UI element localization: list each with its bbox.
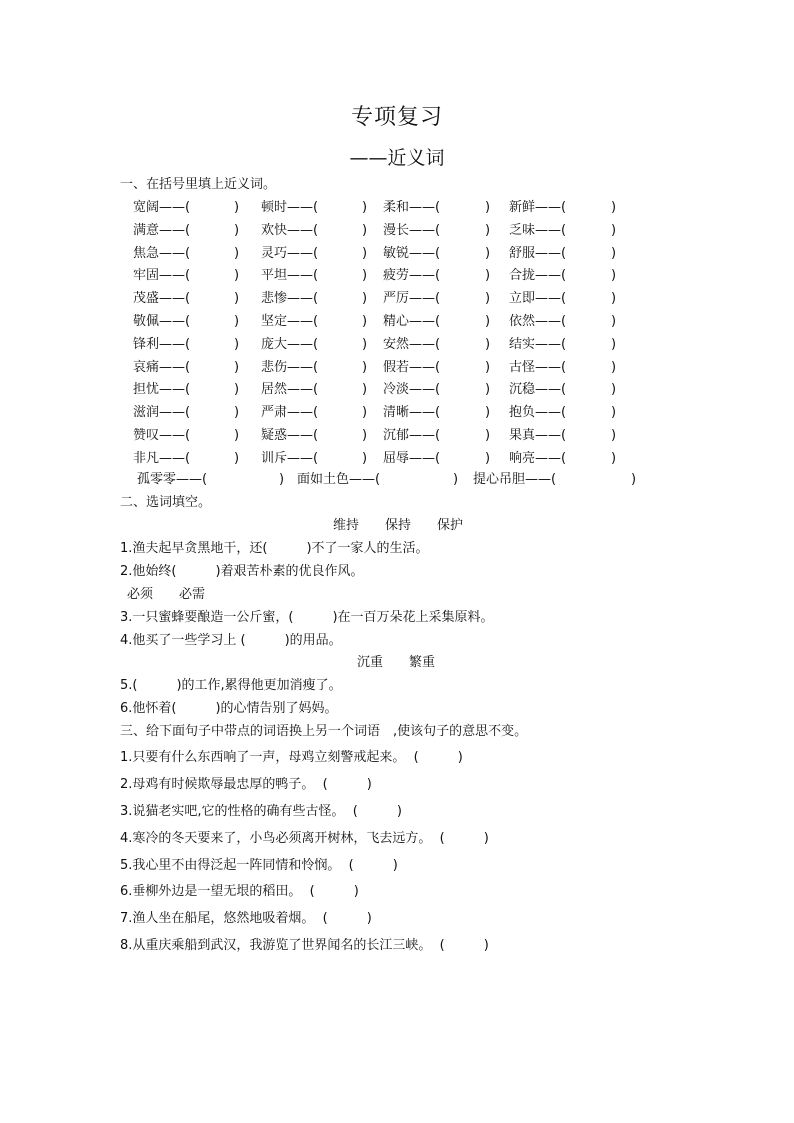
fill-question-5: 5.( )的工作,累得他更加消瘦了。 [120,678,342,693]
replace-item-8: 8.从重庆乘船到武汉，我游览了世界闻名的长江三峡。 ( ) [120,938,489,953]
synonym-word-cell: 抱负——( [509,405,567,420]
synonym-word-cell: 古怪——( [509,360,567,375]
answer-blank-close: ) [485,428,491,443]
synonym-word-cell: 疑惑——( [261,428,319,443]
synonym-word-cell: 严厉——( [383,291,441,306]
synonym-word-cell: 悲伤——( [261,360,319,375]
synonym-word-cell: 假若——( [383,360,441,375]
word-choices-3: 沉重 繁重 [357,655,436,670]
fill-question-4: 4.他买了一些学习上 ( )的用品。 [120,633,342,648]
synonym-word-cell: 居然——( [261,382,319,397]
replace-item-1: 1.只要有什么东西响了一声，母鸡立刻警戒起来。 ( ) [120,750,463,765]
answer-blank-close: ) [234,405,240,420]
answer-blank-close: ) [234,451,240,466]
answer-blank-close: ) [485,451,491,466]
synonym-word-cell: 沉郁——( [383,428,441,443]
synonym-word-cell: 果真——( [509,428,567,443]
answer-blank-close: ) [611,268,617,283]
synonym-word-cell: 赞叹——( [133,428,191,443]
synonym-word-cell: 茂盛——( [133,291,191,306]
idiom-word-cell: 提心吊胆——( [473,472,557,487]
synonym-word-cell: 滋润——( [133,405,191,420]
answer-blank-close: ) [485,291,491,306]
answer-blank-close: ) [611,314,617,329]
answer-blank-close: ) [485,405,491,420]
synonym-word-cell: 锋利——( [133,337,191,352]
answer-blank-close: ) [362,223,368,238]
answer-blank-close: ) [611,360,617,375]
answer-blank-close: ) [485,268,491,283]
answer-blank-close: ) [485,382,491,397]
synonym-word-cell: 悲惨——( [261,291,319,306]
answer-blank-close: ) [234,246,240,261]
word-choices-2: 必须 必需 [127,587,206,602]
answer-blank-close: ) [611,428,617,443]
synonym-word-cell: 冷淡——( [383,382,441,397]
synonym-word-cell: 牢固——( [133,268,191,283]
answer-blank-close: ) [234,268,240,283]
synonym-word-cell: 屈辱——( [383,451,441,466]
answer-blank-close: ) [362,382,368,397]
answer-blank-close: ) [362,200,368,215]
replace-item-5: 5.我心里不由得泛起一阵同情和怜悯。 ( ) [120,858,398,873]
answer-blank-close: ) [611,451,617,466]
answer-blank-close: ) [234,223,240,238]
answer-blank-close: ) [234,314,240,329]
fill-question-2: 2.他始终( )着艰苦朴素的优良作风。 [120,564,364,579]
answer-blank-close: ) [611,405,617,420]
answer-blank-close: ) [362,268,368,283]
fill-question-3: 3.一只蜜蜂要酿造一公斤蜜，( )在一百万朵花上采集原料。 [120,610,494,625]
synonym-word-cell: 敏锐——( [383,246,441,261]
answer-blank-close: ) [611,382,617,397]
synonym-word-cell: 敬佩——( [133,314,191,329]
synonym-word-cell: 合拢——( [509,268,567,283]
synonym-word-cell: 漫长——( [383,223,441,238]
idiom-word-cell: 孤零零——( [137,472,208,487]
answer-blank-close: ) [485,223,491,238]
answer-blank-close: ) [234,200,240,215]
synonym-word-cell: 响亮——( [509,451,567,466]
answer-blank-close: ) [362,451,368,466]
section2-heading: 二、选词填空。 [120,495,212,510]
synonym-word-cell: 担忧——( [133,382,191,397]
replace-item-4: 4.寒冷的冬天要来了，小鸟必须离开树林，飞去远方。 ( ) [120,831,489,846]
synonym-word-cell: 满意——( [133,223,191,238]
synonym-word-cell: 结实——( [509,337,567,352]
replace-item-7: 7.渔人坐在船尾，悠然地吸着烟。 ( ) [120,911,372,926]
answer-blank-close: ) [234,337,240,352]
synonym-word-cell: 宽阔——( [133,200,191,215]
fill-question-6: 6.他怀着( )的心情告别了妈妈。 [120,701,338,716]
section3-heading: 三、给下面句子中带点的词语换上另一个词语 ,使该句子的意思不变。 [120,724,528,739]
answer-blank-close: ) [485,200,491,215]
section1-heading: 一、在括号里填上近义词。 [120,177,277,192]
answer-blank-close: ) [631,472,637,487]
answer-blank-close: ) [362,246,368,261]
synonym-word-cell: 依然——( [509,314,567,329]
answer-blank-close: ) [234,291,240,306]
answer-blank-close: ) [279,472,285,487]
page-title: 专项复习 [350,105,443,130]
answer-blank-close: ) [485,337,491,352]
synonym-word-cell: 焦急——( [133,246,191,261]
answer-blank-close: ) [485,314,491,329]
fill-question-1: 1.渔夫起早贪黑地干，还( )不了一家人的生活。 [120,541,429,556]
synonym-word-cell: 疲劳——( [383,268,441,283]
synonym-word-cell: 非凡——( [133,451,191,466]
synonym-word-cell: 庞大——( [261,337,319,352]
answer-blank-close: ) [611,200,617,215]
synonym-word-cell: 柔和——( [383,200,441,215]
answer-blank-close: ) [362,291,368,306]
synonym-word-cell: 舒服——( [509,246,567,261]
answer-blank-close: ) [362,428,368,443]
synonym-word-cell: 新鲜——( [509,200,567,215]
synonym-word-cell: 安然——( [383,337,441,352]
answer-blank-close: ) [362,360,368,375]
replace-item-6: 6.垂柳外边是一望无垠的稻田。 ( ) [120,884,359,899]
replace-item-3: 3.说猫老实吧,它的性格的确有些古怪。 ( ) [120,804,402,819]
answer-blank-close: ) [611,246,617,261]
word-choices-1: 维持 保持 保护 [333,518,464,533]
answer-blank-close: ) [362,405,368,420]
synonym-word-cell: 顿时——( [261,200,319,215]
synonym-word-cell: 沉稳——( [509,382,567,397]
answer-blank-close: ) [234,382,240,397]
answer-blank-close: ) [453,472,459,487]
answer-blank-close: ) [611,223,617,238]
answer-blank-close: ) [485,246,491,261]
synonym-word-cell: 清晰——( [383,405,441,420]
answer-blank-close: ) [234,360,240,375]
answer-blank-close: ) [485,360,491,375]
answer-blank-close: ) [234,428,240,443]
synonym-word-cell: 灵巧——( [261,246,319,261]
synonym-word-cell: 精心——( [383,314,441,329]
answer-blank-close: ) [362,337,368,352]
synonym-word-cell: 坚定——( [261,314,319,329]
synonym-word-cell: 立即——( [509,291,567,306]
answer-blank-close: ) [362,314,368,329]
synonym-word-cell: 训斥——( [261,451,319,466]
answer-blank-close: ) [611,291,617,306]
synonym-word-cell: 平坦——( [261,268,319,283]
idiom-word-cell: 面如土色——( [297,472,381,487]
answer-blank-close: ) [611,337,617,352]
replace-item-2: 2.母鸡有时候欺辱最忠厚的鸭子。 ( ) [120,777,372,792]
synonym-word-cell: 欢快——( [261,223,319,238]
synonym-word-cell: 严肃——( [261,405,319,420]
page-subtitle: ——近义词 [349,147,445,169]
synonym-word-cell: 哀痛——( [133,360,191,375]
synonym-word-cell: 乏味——( [509,223,567,238]
